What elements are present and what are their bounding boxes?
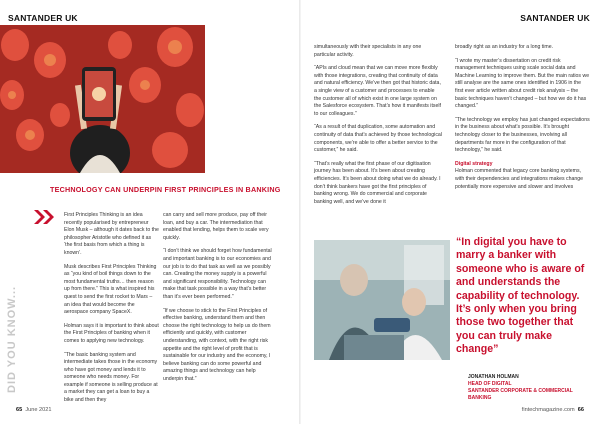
- did-you-know-label: DID YOU KNOW...: [6, 285, 18, 393]
- paragraph: First Principles Thinking is an idea recently popularised by entrepreneur Elon Musk – although it dates back to the philosopher Aristotle who defined it as ‘the first basis from which a thing is known’.: [64, 212, 159, 256]
- right-column-1: [314, 44, 442, 212]
- paragraph: Holman commented that legacy core banking systems, with their dependencies and integrations makes change potentially more expensive and slower and involves: [455, 168, 584, 190]
- paragraph: “As a result of that duplication, some automation and continuity of data that’s achieved by those technological components, we’re able to offer a better service to the customer,” he said.: [314, 124, 442, 154]
- digital-strategy-subhead: Digital strategy: [455, 160, 493, 167]
- attribution-role: HEAD OF DIGITAL: [468, 381, 512, 387]
- left-footer: [16, 407, 51, 413]
- paragraph: simultaneously with their specialists in any one particular activity.: [314, 44, 422, 58]
- site-name: fintechmagazine.com: [521, 407, 575, 413]
- paragraph: broadly right as an industry for a long time.: [455, 44, 554, 50]
- paragraph: Musk describes First Principles Thinking as “you kind of boil things down to the most fundamental truths… then reason up from there.” This is what inspired his quest to send the first rocket to Mars – an idea that would become the aerospace company SpaceX.: [64, 263, 157, 316]
- paragraph: “That’s really what the first phase of our digitisation journey has been about. It’s been about creating efficiencies. It’s been about doing what we do already. I don’t think bankers have got the first principles of banking wrong. We do commercial and corporate banking well, and we’ve done it: [314, 160, 441, 205]
- paragraph: can carry and sell more produce, pay off their loan, and buy a car. The intermediation that enabled that lending, helps them to scale very quickly.: [163, 212, 269, 241]
- attribution-organisation: SANTANDER CORPORATE & COMMERCIAL BANKING: [468, 388, 573, 401]
- paragraph: “The technology we employ has just changed expectations in the business about what’s possible. It’s brought technology closer to the businesses, involving all departments far more in the configuration of that technology,” he said.: [455, 116, 590, 154]
- quote-attribution: [468, 374, 593, 402]
- lab-scientists-image: [314, 240, 450, 360]
- pull-quote: “In digital you have to marry a banker with someone who is aware of and understands the capability of technology. It’s only when you bring those two together that you can truly make change”: [456, 236, 585, 356]
- chevron-icon: [34, 210, 56, 224]
- right-column-2: [455, 44, 590, 197]
- right-page: [300, 0, 600, 424]
- paragraph: “The basic banking system and intermediate takes those in the economy who have got money and lends it to someone who needs money. For example if someone is selling produce at a market they can get a loan to buy a bike and then they: [64, 351, 158, 404]
- paragraph: “If we choose to stick to the First Principles of effective banking, understand them and then choose the right technology to help us do them efficiently and quickly, with customer understanding, with context, with the right risk appetite and the right level of profit that is sustainable for our industry and the economy, I believe banking can do some powerful and amazing things and technology can help underpin that.”: [163, 307, 271, 382]
- paragraph: “APIs and cloud mean that we can move more flexibly with those integrations, creating that continuity of data and natural efficiency. We’ve then got that historic data, a single view of a customer and processes to enable the customer all of which exist in one large system on the Salesforce ecosystem. That’s how it manifests itself to our colleagues.”: [314, 65, 441, 117]
- issue-date: June 2021: [25, 407, 52, 413]
- paragraph: Holman says it is important to think about the First Principles of banking when it comes to applying new technology.: [64, 322, 159, 344]
- attribution-name: JONATHAN HOLMAN: [468, 374, 519, 380]
- hero-image-lanterns: [0, 25, 205, 173]
- section-heading: TECHNOLOGY CAN UNDERPIN FIRST PRINCIPLES IN BANKING: [50, 185, 281, 194]
- left-page-number: 65: [16, 407, 23, 413]
- paragraph: “I wrote my master’s dissertation on credit risk management techniques using scale social data and Machine Learning to improve them. But the main ratios we still analyse are the same ones identified in 1906 in the first ever article written about credit risk analysis – the basic techniques haven’t changed – but how we do it has changed.”: [455, 57, 590, 110]
- left-column-2: [163, 212, 275, 389]
- left-header: SANTANDER UK: [8, 13, 78, 23]
- left-column-1: [64, 212, 159, 411]
- right-page-number: 66: [577, 407, 584, 413]
- right-footer: [522, 407, 584, 413]
- right-header: SANTANDER UK: [520, 13, 590, 23]
- paragraph: “I don’t think we should forget how fundamental and important banking is to our economies and our job is to do that task as well as we possibly can. Creating the money supply is a powerful and significant responsibility. Technology can make that task possible in a way that’s better than it’s ever been performed.”: [163, 248, 272, 300]
